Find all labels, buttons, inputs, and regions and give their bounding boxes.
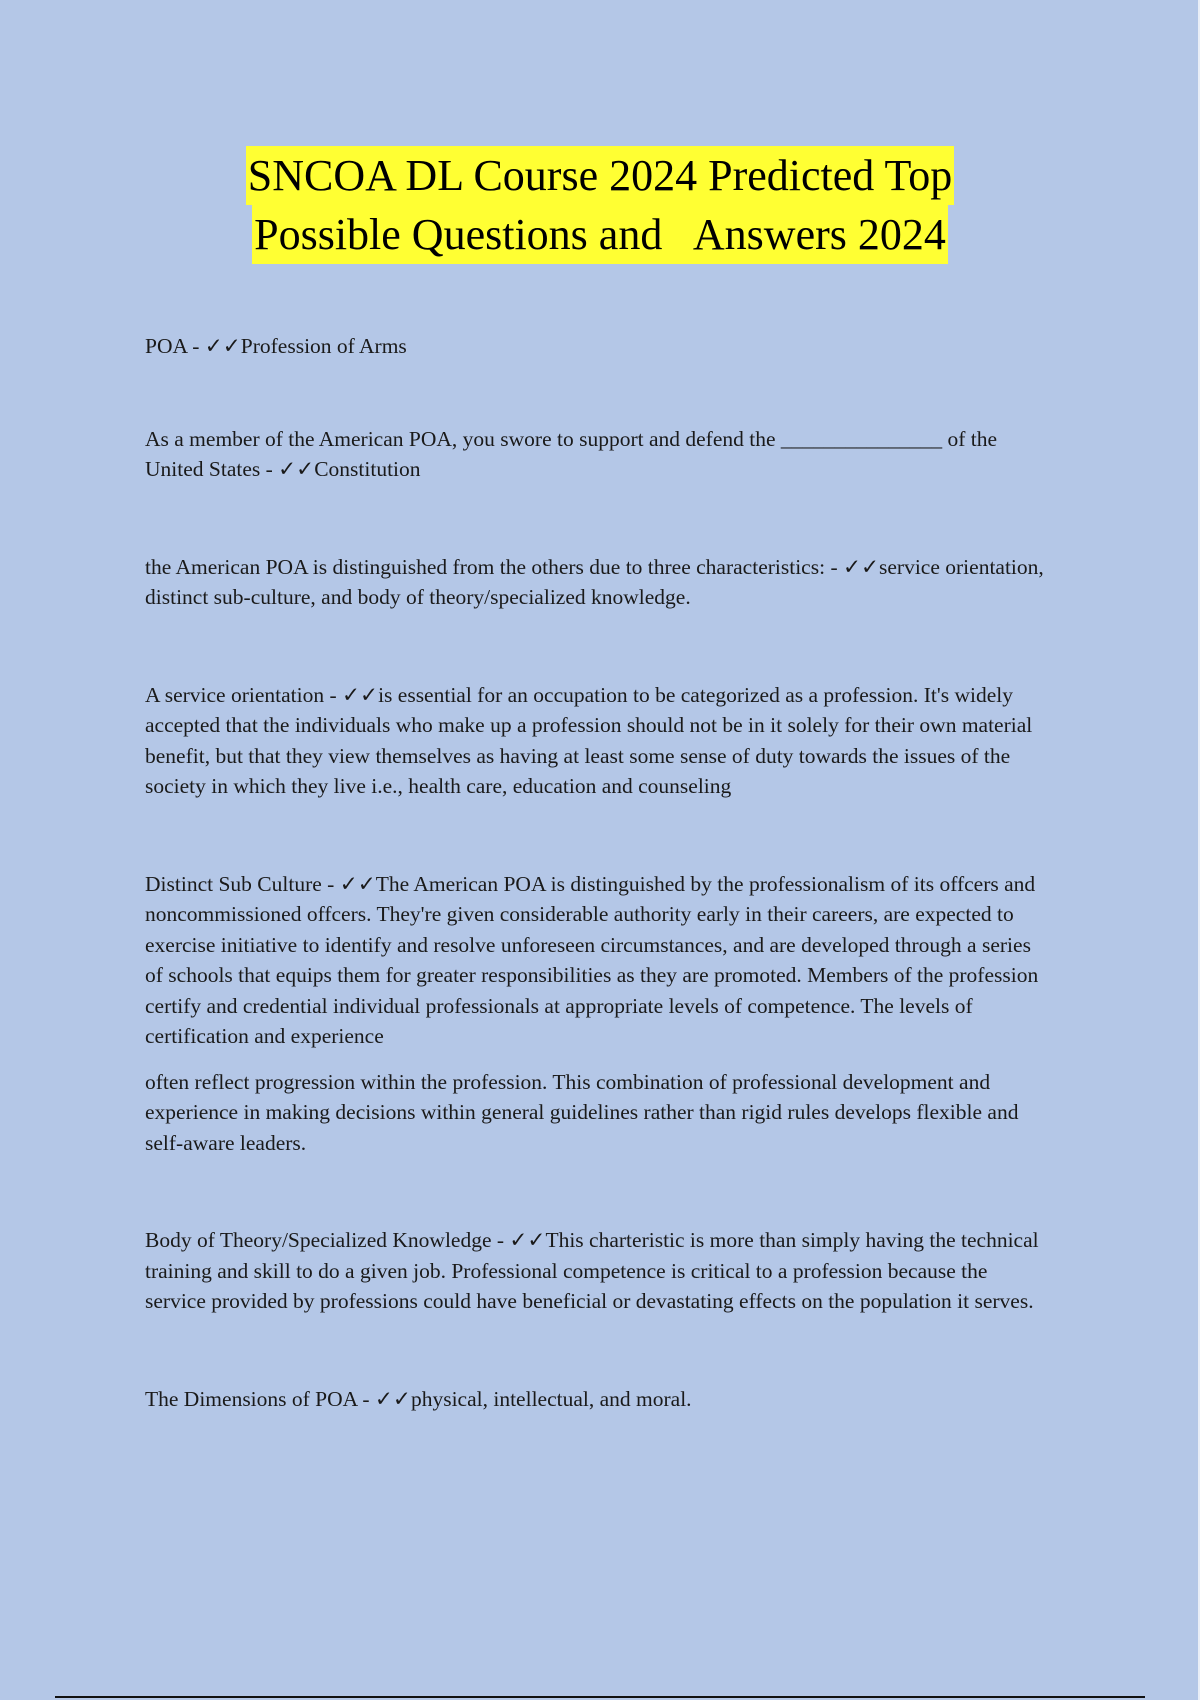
qa-entry-distinct-sub-culture [145, 869, 1045, 1052]
entry-term: Body of Theory/Specialized Knowledge - [145, 1228, 510, 1252]
entry-answer: physical, intellectual, and moral. [410, 1386, 692, 1411]
check-icon: ✓✓ [204, 334, 241, 358]
entry-term: the American POA is distinguished from the others due to three characteristics: - [145, 554, 843, 579]
entry-term: A service orientation - [145, 682, 343, 707]
check-icon: ✓✓ [342, 682, 379, 707]
document-title [0, 146, 1200, 264]
qa-entry-characteristics [145, 552, 1045, 613]
entry-term: POA - [145, 334, 205, 358]
entry-term: As a member of the American POA, you swore to support and defend the _______________ of the United States - [145, 426, 998, 481]
qa-entry-body-of-theory [145, 1225, 1045, 1317]
entry-answer: service orientation, distinct sub-culture, and body of theory/specialized knowledge. [145, 554, 1044, 609]
page-bottom-rule [55, 1696, 1145, 1698]
title-line-1: SNCOA DL Course 2024 Predicted Top [246, 146, 955, 205]
entry-answer: Profession of Arms [240, 334, 407, 358]
qa-list [145, 331, 1045, 1414]
entry-answer: is essential for an occupation to be categorized as a profession. It's widely accepted that the individuals who make up a profession should not be in it solely for their own material benefit, but that they view themselves as having at least some sense of duty towards the issues of the society in which they live i.e., health care, education and counseling [145, 682, 1033, 798]
title-line-2: Possible Questions and Answers 2024 [252, 205, 948, 264]
entry-answer: This charteristic is more than simply having the technical training and skill to do a given job. Professional competence is critical to a profession because the service provided by professions could have beneficial or devastating effects on the population it serves. [145, 1228, 1039, 1313]
qa-entry-service-orientation [145, 680, 1045, 802]
qa-entry-distinct-sub-culture-continued [145, 1067, 1045, 1159]
qa-entry-dimensions [145, 1384, 1045, 1415]
entry-term: Distinct Sub Culture - [145, 871, 340, 896]
entry-answer: Constitution [314, 457, 421, 481]
qa-entry-constitution [145, 424, 1045, 485]
check-icon: ✓✓ [509, 1228, 546, 1252]
qa-entry-poa [145, 331, 1045, 362]
entry-answer: The American POA is distinguished by the professionalism of its offcers and noncommissioned offcers. They're given considerable authority early in their careers, are expected to exercise initiative to identify and resolve unforeseen circumstances, and are developed through a series of schools that equips them for greater responsibilities as they are promoted. Members of the profession certify and credential individual professionals at appropriate levels of competence. The levels of certification and experience [145, 871, 1039, 1048]
entry-term: The Dimensions of POA - [145, 1386, 375, 1411]
check-icon: ✓✓ [374, 1386, 411, 1411]
entry-continuation: often reflect progression within the profession. This combination of professional development and experience in making decisions within general guidelines rather than rigid rules develops flexible and self-aware leaders. [145, 1069, 1019, 1155]
check-icon: ✓✓ [278, 457, 315, 481]
check-icon: ✓✓ [339, 871, 376, 896]
check-icon: ✓✓ [842, 554, 880, 579]
